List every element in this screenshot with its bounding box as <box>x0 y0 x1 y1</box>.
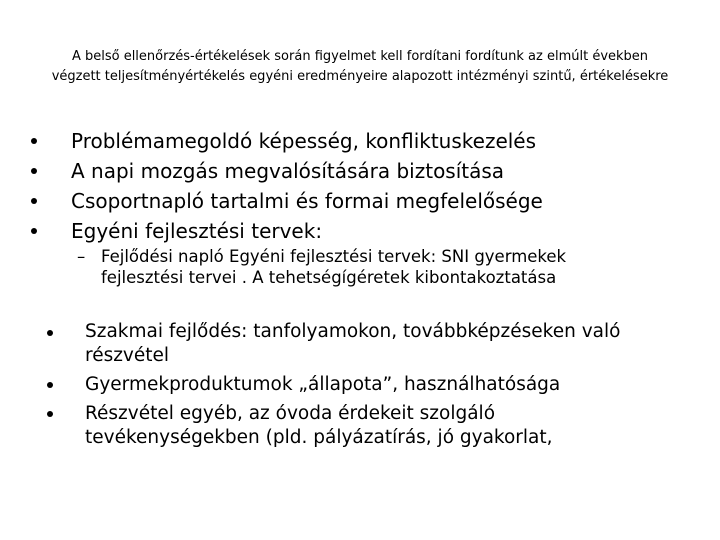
bullet-item: A napi mozgás megvalósítására biztosítása <box>71 159 505 183</box>
bullet-dot <box>31 138 37 144</box>
title-line-1: A belső ellenőrzés-értékelések során figyelmet kell fordítani fordítunk az elmúlt években <box>71 49 649 64</box>
bullet-dot <box>31 168 37 174</box>
sub-bullet-line-2: fejlesztési tervei . A tehetségígéretek kibontakoztatása <box>101 268 557 287</box>
bullet-item-line-1: Gyermekproduktumok „állapota”, használhatósága <box>85 374 561 395</box>
title-line-2: végzett teljesítményértékelés egyéni eredményeire alapozott intézményi szintű, értékelésekre <box>51 69 669 84</box>
bullet-dot <box>47 382 53 388</box>
bullet-item-line-1: Részvétel egyéb, az óvoda érdekeit szolgáló <box>85 403 496 424</box>
bullet-item: Csoportnapló tartalmi és formai megfelelősége <box>71 189 543 213</box>
bullet-item-line-2: tevékenységekben (pld. pályázatírás, jó gyakorlat, <box>85 427 553 448</box>
bullet-dot <box>31 198 37 204</box>
bullet-item-line-2: részvétel <box>85 345 170 366</box>
bullet-dot <box>31 228 37 234</box>
bullet-dot <box>47 330 53 336</box>
bullet-dot <box>47 411 53 417</box>
sub-bullet-dash: – <box>77 247 86 266</box>
bullet-item-line-1: Szakmai fejlődés: tanfolyamokon, továbbképzéseken való <box>85 321 621 342</box>
sub-bullet-line-1: Fejlődési napló Egyéni fejlesztési tervek: SNI gyermekek <box>101 247 567 266</box>
bullet-item: Egyéni fejlesztési tervek: <box>71 219 323 243</box>
bullet-item: Problémamegoldó képesség, konfliktuskezelés <box>71 129 537 153</box>
